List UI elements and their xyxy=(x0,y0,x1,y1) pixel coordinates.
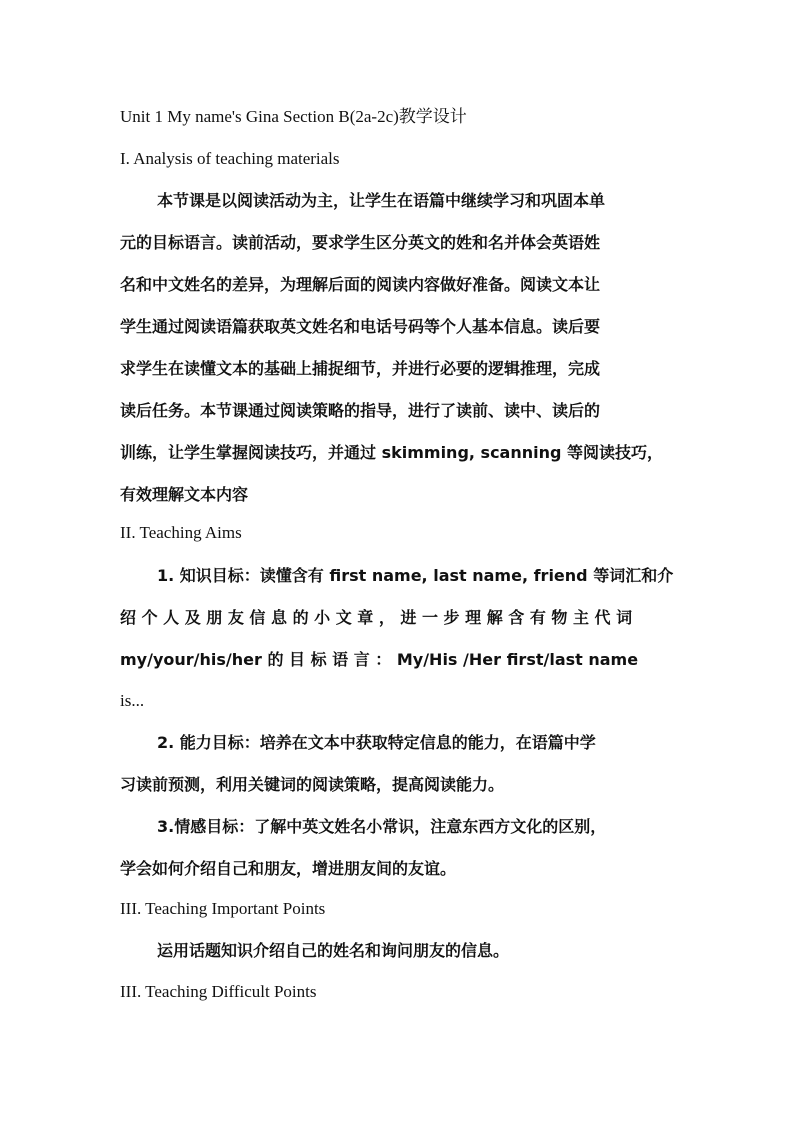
document-title: Unit 1 My name's Gina Section B(2a-2c)教学设计 xyxy=(120,107,467,126)
aim-line: my/your/his/her 的 目 标 语 言 ： My/His /Her first/last name xyxy=(120,650,639,669)
aim-line: 1. 知识目标：读懂含有 first name, last name, friend 等词汇和介 xyxy=(157,566,674,585)
aim-line: 习读前预测，利用关键词的阅读策略，提高阅读能力。 xyxy=(120,775,505,794)
important-points-text: 运用话题知识介绍自己的姓名和询问朋友的信息。 xyxy=(157,941,510,960)
aim-line: 绍 个 人 及 朋 友 信 息 的 小 文 章 ， 进 一 步 理 解 含 有 物 主 代 词 xyxy=(120,608,633,627)
paragraph-line: 元的目标语言。读前活动，要求学生区分英文的姓和名并体会英语姓 xyxy=(120,233,601,252)
aim-line: 学会如何介绍自己和朋友，增进朋友间的友谊。 xyxy=(120,859,457,878)
aim-line: 3.情感目标：了解中英文姓名小常识，注意东西方文化的区别， xyxy=(157,817,607,836)
paragraph-line: 名和中文姓名的差异，为理解后面的阅读内容做好准备。阅读文本让 xyxy=(120,275,601,294)
section-heading-aims: II. Teaching Aims xyxy=(120,523,242,542)
paragraph-line: 有效理解文本内容 xyxy=(120,485,249,504)
aim-line: is... xyxy=(120,691,145,710)
paragraph-line: 求学生在读懂文本的基础上捕捉细节，并进行必要的逻辑推理，完成 xyxy=(120,359,601,378)
aim-line: 2. 能力目标：培养在文本中获取特定信息的能力，在语篇中学 xyxy=(157,733,596,752)
section-heading-important-points: III. Teaching Important Points xyxy=(120,899,326,918)
paragraph-line: 本节课是以阅读活动为主，让学生在语篇中继续学习和巩固本单 xyxy=(157,191,606,210)
section-heading-analysis: I. Analysis of teaching materials xyxy=(120,149,340,168)
paragraph-line: 训练，让学生掌握阅读技巧，并通过 skimming, scanning 等阅读技巧， xyxy=(120,443,664,462)
section-heading-difficult-points: III. Teaching Difficult Points xyxy=(120,982,317,1001)
paragraph-line: 学生通过阅读语篇获取英文姓名和电话号码等个人基本信息。读后要 xyxy=(120,317,601,336)
paragraph-line: 读后任务。本节课通过阅读策略的指导，进行了读前、读中、读后的 xyxy=(120,401,601,420)
